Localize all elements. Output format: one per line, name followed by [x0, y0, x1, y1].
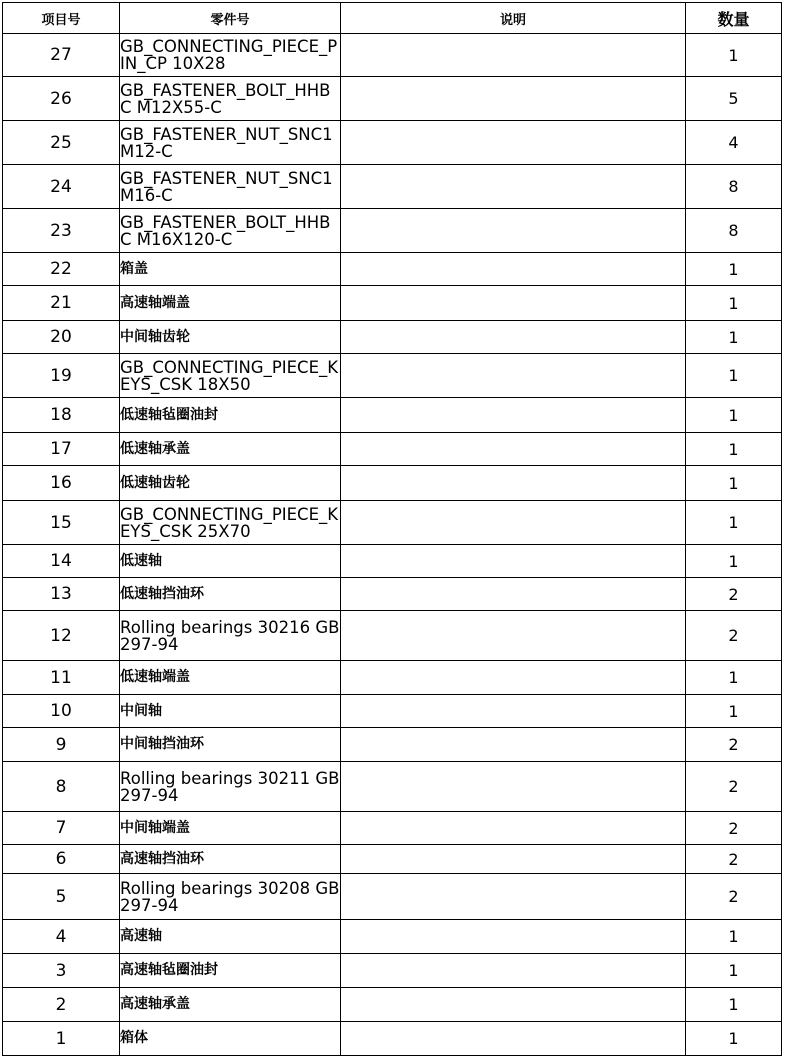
part-number: GB_FASTENER_BOLT_HHBC M12X55-C: [120, 77, 341, 121]
item-number: 16: [3, 466, 120, 501]
quantity: 8: [686, 209, 782, 253]
item-number: 10: [3, 695, 120, 728]
quantity: 1: [686, 286, 782, 321]
header-description: 说明: [341, 3, 686, 34]
description: [341, 433, 686, 466]
table-row: [3, 578, 782, 611]
quantity: 1: [686, 695, 782, 728]
table-row: [3, 874, 782, 920]
item-number: 14: [3, 545, 120, 578]
part-number: GB_FASTENER_NUT_SNC1 M12-C: [120, 121, 341, 165]
description: [341, 77, 686, 121]
item-number: 11: [3, 661, 120, 695]
item-number: 19: [3, 354, 120, 398]
item-number: 6: [3, 845, 120, 874]
part-number: 低速轴端盖: [120, 661, 341, 695]
table-row: [3, 121, 782, 165]
quantity: 1: [686, 321, 782, 354]
description: [341, 845, 686, 874]
item-number: 13: [3, 578, 120, 611]
part-number: 箱盖: [120, 253, 341, 286]
header-item-number: 项目号: [3, 3, 120, 34]
quantity: 4: [686, 121, 782, 165]
description: [341, 920, 686, 954]
quantity: 1: [686, 501, 782, 545]
item-number: 26: [3, 77, 120, 121]
table-row: [3, 845, 782, 874]
part-number: 中间轴端盖: [120, 812, 341, 845]
quantity: 2: [686, 578, 782, 611]
item-number: 3: [3, 954, 120, 988]
quantity: 2: [686, 845, 782, 874]
item-number: 1: [3, 1022, 120, 1056]
quantity: 5: [686, 77, 782, 121]
item-number: 25: [3, 121, 120, 165]
item-number: 24: [3, 165, 120, 209]
quantity: 2: [686, 611, 782, 661]
quantity: 2: [686, 874, 782, 920]
table-row: [3, 433, 782, 466]
table-row: [3, 812, 782, 845]
quantity: 2: [686, 812, 782, 845]
part-number: 箱体: [120, 1022, 341, 1056]
part-number: 低速轴承盖: [120, 433, 341, 466]
quantity: 8: [686, 165, 782, 209]
description: [341, 812, 686, 845]
part-number: Rolling bearings 30216 GB 297-94: [120, 611, 341, 661]
table-row: [3, 695, 782, 728]
description: [341, 661, 686, 695]
part-number: 高速轴挡油环: [120, 845, 341, 874]
table-row: [3, 1022, 782, 1056]
table-row: [3, 209, 782, 253]
description: [341, 611, 686, 661]
quantity: 1: [686, 398, 782, 433]
table-row: [3, 762, 782, 812]
quantity: 1: [686, 34, 782, 77]
item-number: 7: [3, 812, 120, 845]
item-number: 5: [3, 874, 120, 920]
table-row: [3, 728, 782, 762]
header-part-number: 零件号: [120, 3, 341, 34]
quantity: 1: [686, 1022, 782, 1056]
table-row: [3, 611, 782, 661]
quantity: 1: [686, 920, 782, 954]
item-number: 8: [3, 762, 120, 812]
item-number: 27: [3, 34, 120, 77]
table-row: [3, 77, 782, 121]
part-number: 低速轴毡圈油封: [120, 398, 341, 433]
table-row: [3, 286, 782, 321]
part-number: Rolling bearings 30208 GB 297-94: [120, 874, 341, 920]
table-row: [3, 253, 782, 286]
quantity: 1: [686, 661, 782, 695]
table-row: [3, 398, 782, 433]
description: [341, 954, 686, 988]
part-number: GB_CONNECTING_PIECE_KEYS_CSK 18X50: [120, 354, 341, 398]
table-row: [3, 34, 782, 77]
part-number: Rolling bearings 30211 GB 297-94: [120, 762, 341, 812]
bom-body: [3, 34, 782, 1056]
part-number: 中间轴挡油环: [120, 728, 341, 762]
description: [341, 354, 686, 398]
quantity: 1: [686, 354, 782, 398]
item-number: 12: [3, 611, 120, 661]
quantity: 1: [686, 954, 782, 988]
quantity: 1: [686, 253, 782, 286]
part-number: 低速轴: [120, 545, 341, 578]
header-quantity: 数量: [686, 3, 782, 34]
table-row: [3, 920, 782, 954]
part-number: 低速轴挡油环: [120, 578, 341, 611]
description: [341, 501, 686, 545]
part-number: GB_FASTENER_BOLT_HHBC M16X120-C: [120, 209, 341, 253]
table-row: [3, 321, 782, 354]
part-number: 高速轴: [120, 920, 341, 954]
description: [341, 165, 686, 209]
description: [341, 209, 686, 253]
item-number: 17: [3, 433, 120, 466]
table-row: [3, 354, 782, 398]
quantity: 1: [686, 545, 782, 578]
bom-table: [2, 2, 782, 1056]
description: [341, 874, 686, 920]
part-number: 低速轴齿轮: [120, 466, 341, 501]
description: [341, 545, 686, 578]
item-number: 2: [3, 988, 120, 1022]
part-number: 高速轴毡圈油封: [120, 954, 341, 988]
item-number: 18: [3, 398, 120, 433]
description: [341, 988, 686, 1022]
description: [341, 695, 686, 728]
item-number: 4: [3, 920, 120, 954]
table-row: [3, 988, 782, 1022]
part-number: 高速轴端盖: [120, 286, 341, 321]
item-number: 9: [3, 728, 120, 762]
description: [341, 321, 686, 354]
description: [341, 121, 686, 165]
part-number: 中间轴: [120, 695, 341, 728]
table-row: [3, 545, 782, 578]
description: [341, 466, 686, 501]
description: [341, 34, 686, 77]
description: [341, 286, 686, 321]
quantity: 1: [686, 988, 782, 1022]
description: [341, 398, 686, 433]
item-number: 21: [3, 286, 120, 321]
item-number: 22: [3, 253, 120, 286]
part-number: GB_FASTENER_NUT_SNC1 M16-C: [120, 165, 341, 209]
table-row: [3, 661, 782, 695]
description: [341, 1022, 686, 1056]
quantity: 2: [686, 762, 782, 812]
description: [341, 253, 686, 286]
table-row: [3, 501, 782, 545]
part-number: 高速轴承盖: [120, 988, 341, 1022]
table-row: [3, 954, 782, 988]
description: [341, 728, 686, 762]
part-number: GB_CONNECTING_PIECE_PIN_CP 10X28: [120, 34, 341, 77]
description: [341, 762, 686, 812]
quantity: 1: [686, 433, 782, 466]
part-number: 中间轴齿轮: [120, 321, 341, 354]
header-row: [3, 3, 782, 34]
quantity: 1: [686, 466, 782, 501]
quantity: 2: [686, 728, 782, 762]
part-number: GB_CONNECTING_PIECE_KEYS_CSK 25X70: [120, 501, 341, 545]
table-row: [3, 165, 782, 209]
description: [341, 578, 686, 611]
item-number: 20: [3, 321, 120, 354]
table-row: [3, 466, 782, 501]
item-number: 23: [3, 209, 120, 253]
item-number: 15: [3, 501, 120, 545]
